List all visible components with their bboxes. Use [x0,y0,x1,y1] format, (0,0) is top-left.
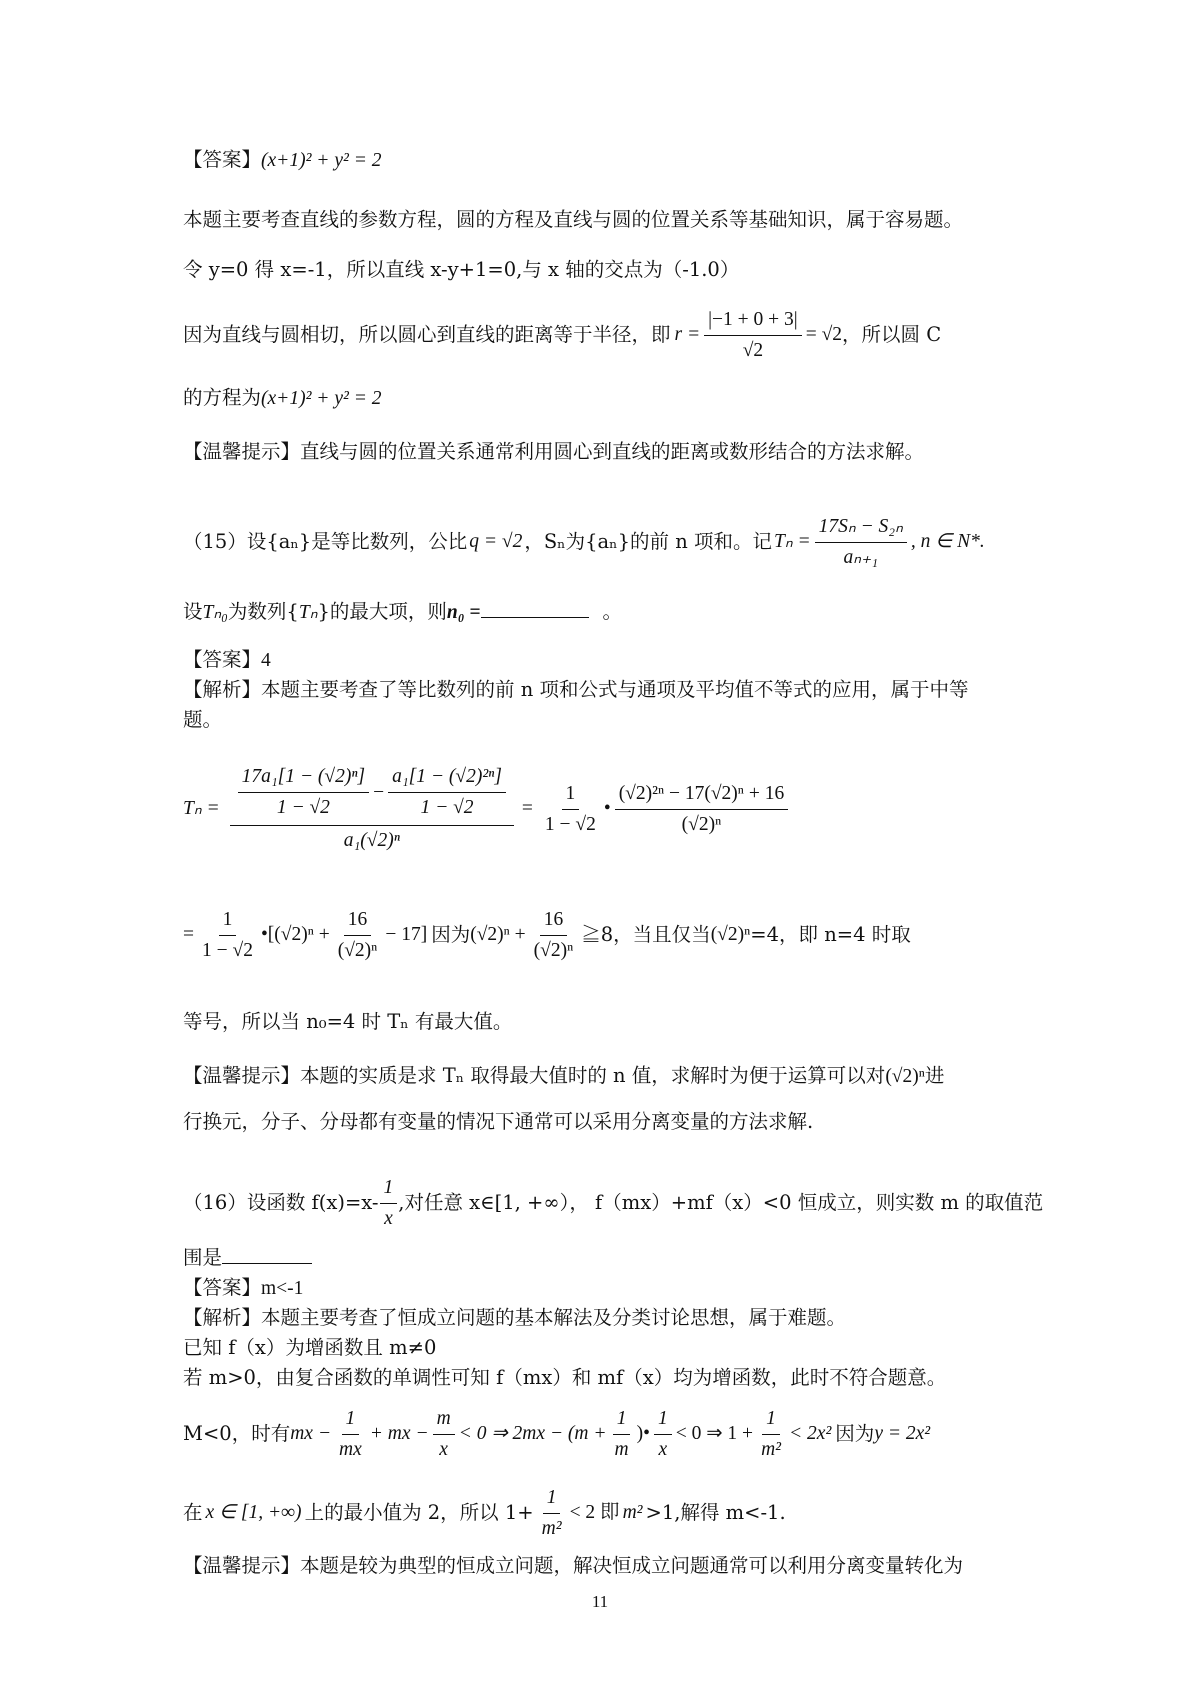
eq-f3 [615,781,789,838]
s16-4-b: 上的最小值为 2，所以 1+ [304,1501,534,1524]
eq-big-num [230,764,514,826]
s16-4-fd: m² [541,1517,562,1539]
q15-l2-c: }的最大项，则 [317,600,447,623]
s16-3-f5d: m² [761,1438,781,1460]
solution-16-1: 已知 f（x）为增函数且 m≠0 [183,1336,437,1359]
l2-mid4: (√2)ⁿ [710,924,751,945]
s16-3-f2 [433,1406,455,1463]
l2-f1-den: 1 − √2 [202,939,253,961]
s16-3-f5 [757,1406,785,1463]
s16-3-f2d: x [439,1438,448,1460]
l2-f1 [198,907,257,964]
s16-3-f4d: x [658,1438,668,1460]
answer-label: 【答案】 [183,648,262,671]
p3-eq: = √2 [805,324,843,345]
question-15-line2 [183,598,1050,627]
solution-15-b: 题。 [183,708,223,731]
l2-text2: ≧8，当且仅当 [581,923,711,946]
l2-text3: =4，即 n=4 时取 [750,923,911,946]
q15-T: Tₙ = [773,531,811,552]
question-15 [183,502,1050,582]
p3-num: |−1 + 0 + 3| [704,307,802,336]
paragraph-3 [183,300,1050,370]
tip-math: (√2)ⁿ [885,1066,925,1087]
q15-domain: , n ∈ N*. [910,531,985,552]
eq-big-fraction [230,764,514,854]
answer-label: 【答案】 [183,148,262,171]
s16-3-m5: < 0 ⇒ 1 + [675,1423,754,1444]
eq-f2 [541,781,600,838]
s16-3-text: M<0，时有 [183,1422,291,1445]
tip-label: 【温馨提示】 [183,1554,301,1577]
tip-text: 本题是较为典型的恒成立问题，解决恒成立问题通常可以利用分离变量转化为 [300,1554,964,1577]
p3-text: 因为直线与圆相切，所以圆心到直线的距离等于半径，即 [183,323,671,346]
solution-label: 【解析】 [183,1306,262,1329]
p3-den: √2 [742,339,764,361]
solution-16-4 [183,1480,1050,1546]
solution-16 [183,1304,1050,1332]
q15-text-a: （15）设{aₙ}是等比数列，公比 [183,530,468,553]
eq-equals: = [521,798,533,819]
answer-math: (x+1)² + y² = 2 [261,150,382,171]
q15-text-b: ，Sₙ为{aₙ}的前 n 项和。记 [524,530,772,553]
l2-text1: 因为 [431,923,471,946]
eq-Tn-label: Tₙ = [183,798,220,819]
s16-3-m6: < 2x² [789,1423,832,1444]
paragraph-1: 本题主要考查直线的参数方程，圆的方程及直线与圆的位置关系等基础知识，属于容易题。 [183,208,964,231]
answer-14 [183,146,1050,175]
s16-3-f1d: mx [339,1438,362,1460]
eq-f3-den: (√2)ⁿ [681,813,722,835]
q15-l2-end: 。 [602,600,623,623]
l2-mid3: (√2)ⁿ + [470,924,526,945]
tip-14 [183,438,1050,466]
q16-fraction [380,1175,398,1232]
q16-text-b: ,对任意 x∈[1, +∞）， f（mx）+mf（x）<0 恒成立，则实数 m 的取值范 [398,1191,1044,1214]
answer-blank [222,1263,312,1264]
s16-4-fn: 1 [543,1485,561,1514]
s16-3-f3 [611,1406,633,1463]
paragraph-4 [183,384,1050,413]
s16-4-frac [538,1485,566,1542]
s16-4-a: 在 [183,1501,203,1524]
s16-4-m: x ∈ [1, +∞) [205,1502,302,1523]
eq-inner1 [238,764,369,821]
answer-value: m<-1 [261,1278,304,1299]
q16-den: x [384,1207,393,1229]
eq-inner2-den: 1 − √2 [420,797,474,818]
s16-3-f4n: 1 [654,1406,672,1435]
l2-mid: •[(√2)ⁿ + [260,924,330,945]
s16-3-f4 [654,1406,672,1463]
paragraph-l3: 等号，所以当 n₀=4 时 Tₙ 有最大值。 [183,1010,513,1033]
eq-big-den: a₁(√2)ⁿ [343,830,400,851]
l2-f2-num: 16 [344,907,372,936]
eq-f3-num: (√2)²ⁿ − 17(√2)ⁿ + 16 [615,781,789,810]
answer-16 [183,1274,1050,1303]
answer-value: 4 [261,650,271,671]
q15-l2-a: 设 [183,600,203,623]
q15-l2-T2: Tₙ [298,602,318,623]
answer-blank [481,617,589,618]
s16-3-f5n: 1 [762,1406,780,1435]
l2-f3-num: 16 [540,907,568,936]
eq-f2-den: 1 − √2 [544,813,596,835]
q16-text-a: （16）设函数 f(x)=x- [183,1191,379,1214]
tip-text-b: 进 [924,1064,945,1087]
l2-f3 [530,907,578,964]
q15-l2-T: Tₙ₀ [202,602,228,623]
l2-mid2: − 17] [385,924,428,945]
p3-r: r = [674,324,701,345]
answer-label: 【答案】 [183,1276,262,1299]
q15-ratio: q = √2 [469,531,523,552]
tip-label: 【温馨提示】 [183,1064,301,1087]
answer-15 [183,646,1050,675]
paragraph-2: 令 y=0 得 x=-1，所以直线 x-y+1=0,与 x 轴的交点为（-1.0） [183,258,740,281]
s16-4-d: >1,解得 m<-1. [645,1501,786,1524]
equation-Tn [183,744,1050,874]
eq-inner2-num: a₁[1 − (√2)²ⁿ] [388,764,506,793]
tip-label: 【温馨提示】 [183,440,301,463]
l2-f2-den: (√2)ⁿ [337,939,378,961]
tip-text-a: 本题的实质是求 Tₙ 取得最大值时的 n 值，求解时为便于运算可以对 [300,1064,886,1087]
question-16 [183,1168,1050,1238]
tip-15-b: 行换元，分子、分母都有变量的情况下通常可以采用分离变量的方法求解. [183,1110,814,1133]
s16-3-f3d: m [614,1438,629,1460]
solution-16-2: 若 m>0，由复合函数的单调性可知 f（mx）和 mf（x）均为增函数，此时不符合题意。 [183,1366,947,1389]
p4-text: 的方程为 [183,386,262,409]
s16-4-m2: m² [622,1502,643,1523]
q16-text-c: 围是 [183,1246,223,1269]
eq-inner1-den: 1 − √2 [276,797,330,818]
s16-4-c: < 2 即 [569,1502,620,1523]
solution-text: 本题主要考查了等比数列的前 n 项和公式与通项及平均值不等式的应用，属于中等 [261,678,969,701]
tip-text: 直线与圆的位置关系通常利用圆心到直线的距离或数形结合的方法求解。 [300,440,925,463]
s16-3-m3: < 0 ⇒ 2mx − (m + [458,1423,607,1444]
tip-15 [183,1062,1050,1091]
q15-den: aₙ₊₁ [843,546,879,568]
solution-label: 【解析】 [183,678,262,701]
l2-f3-den: (√2)ⁿ [533,939,574,961]
s16-3-f3n: 1 [613,1406,631,1435]
eq-dot: • [603,798,611,819]
question-16-b [183,1244,1050,1272]
solution-15 [183,676,1050,704]
q16-num: 1 [380,1175,398,1204]
l2-eq: = [183,924,194,945]
s16-3-f1 [335,1406,366,1463]
s16-3-m2: + mx − [369,1423,429,1444]
p3-post: ，所以圆 C [842,323,942,346]
equation-line2 [183,900,1050,970]
eq-minus: − [373,781,385,803]
q15-fraction [815,514,907,571]
l2-f1-num: 1 [219,907,237,936]
page-number: 11 [591,1592,609,1611]
p3-fraction [704,307,802,364]
l2-f2 [334,907,382,964]
q15-num: 17Sₙ − S₂ₙ [815,514,907,543]
s16-3-m1: mx − [290,1423,331,1444]
s16-3-f2n: m [433,1406,455,1435]
s16-3-m7: y = 2x² [874,1423,931,1444]
tip-16 [183,1552,1050,1580]
eq-inner2 [388,764,506,821]
q15-l2-b: 为数列{ [227,600,299,623]
eq-f2-num: 1 [562,781,580,810]
s16-3-b: 因为 [835,1422,875,1445]
eq-inner1-num: 17a₁[1 − (√2)ⁿ] [238,764,369,793]
solution-text: 本题主要考查了恒成立问题的基本解法及分类讨论思想，属于难题。 [261,1306,847,1329]
q15-n0: n₀ = [446,602,481,623]
p4-math: (x+1)² + y² = 2 [261,388,382,409]
s16-3-m4: )• [636,1423,650,1444]
s16-3-f1n: 1 [342,1406,360,1435]
solution-16-3 [183,1398,1050,1470]
